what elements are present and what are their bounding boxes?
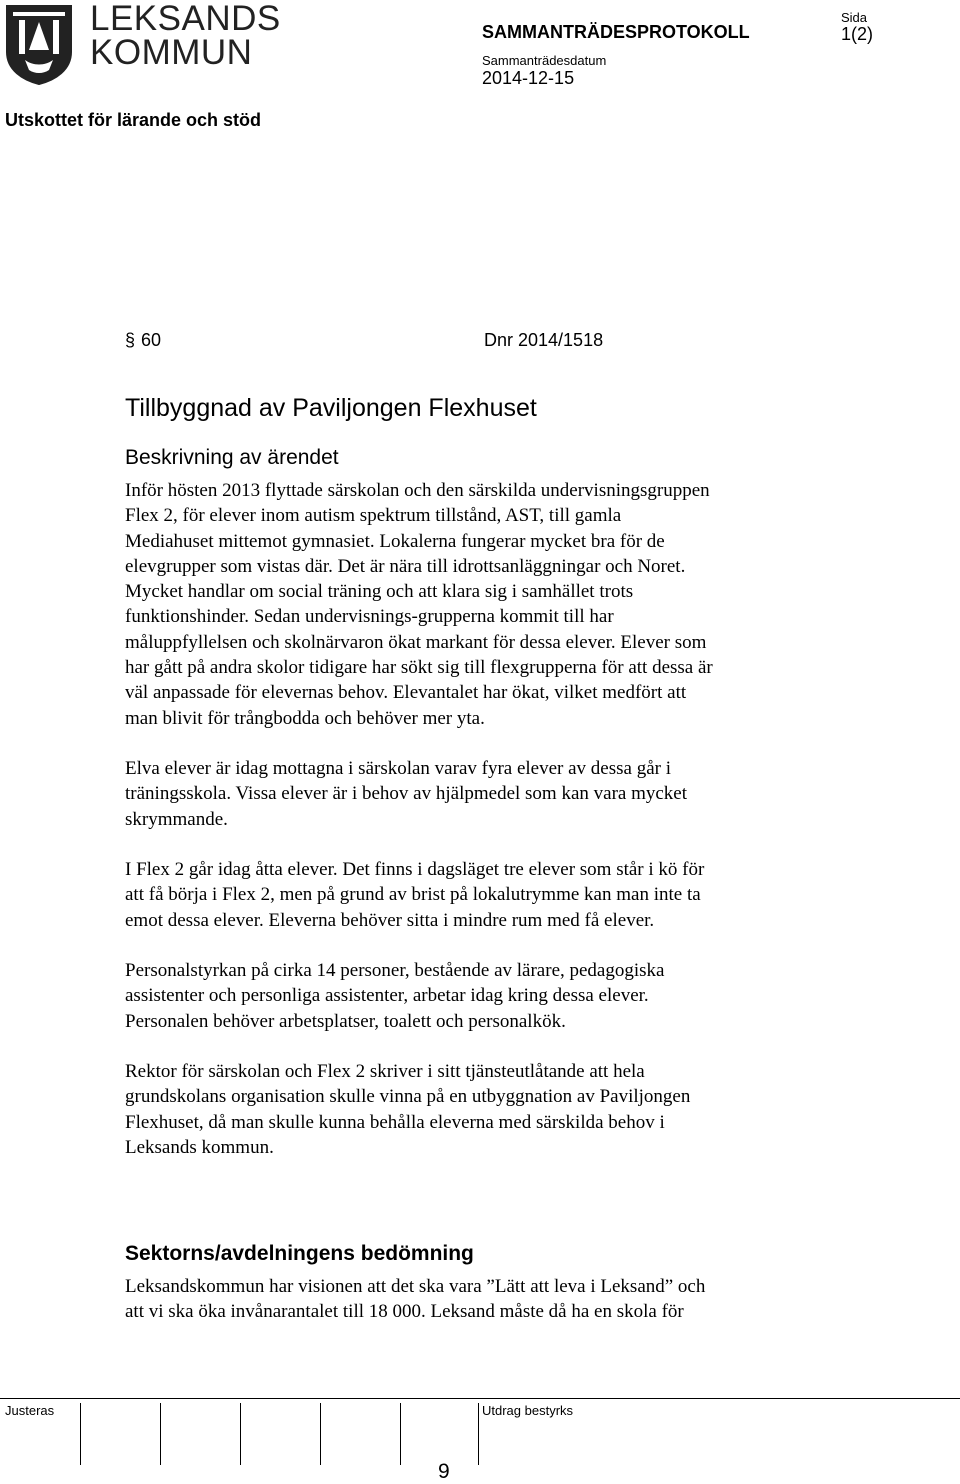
utdrag-label: Utdrag bestyrks	[482, 1403, 574, 1418]
footer-divider	[0, 1398, 960, 1399]
text-line: Leksands kommun.	[125, 1136, 274, 1158]
text-line: Personalen behöver arbetsplatser, toalett och personalkök.	[125, 1010, 566, 1032]
case-number: 60	[141, 330, 162, 350]
justeras-label: Justeras	[5, 1403, 55, 1418]
text-line: I Flex 2 går idag åtta elever. Det finns i dagsläget tre elever som står i kö för	[125, 859, 705, 880]
meeting-date-value: 2014-12-15	[482, 68, 575, 88]
text-line: Mycket handlar om social träning och att klara sig i samhället trots	[125, 581, 634, 603]
page-number: 9	[438, 1460, 450, 1483]
text-line: assistenter och personliga assistenter, arbetar idag kring dessa elever.	[125, 985, 649, 1007]
organization-name-line1: LEKSANDS	[90, 0, 281, 38]
text-line: elevgrupper som vistas där. Det är nära till idrottsanläggningar och Noret.	[125, 555, 686, 577]
text-line: Personalstyrkan på cirka 14 personer, bestående av lärare, pedagogiska	[125, 960, 665, 981]
text-line: Flexhuset, då man skulle kunna behålla eleverna med särskilda behov i	[125, 1111, 665, 1133]
signature-divider	[240, 1403, 241, 1465]
text-line: väl anpassade för elevernas behov. Elevantalet har ökat, vilket medfört att	[125, 682, 687, 704]
text-line: Mediahuset mittemot gymnasiet. Lokalerna fungerar mycket bra för de	[125, 530, 665, 552]
text-line: Flex 2, för elever inom autism spektrum tillstånd, AST, till gamla	[125, 505, 622, 527]
text-line: emot dessa elever. Eleverna behöver sitta i mindre rum med få elever.	[125, 909, 655, 931]
case-title: Tillbyggnad av Paviljongen Flexhuset	[125, 394, 537, 422]
text-line: att vi ska öka invånarantalet till 18 000. Leksand måste då ha en skola för	[125, 1301, 684, 1323]
organization-name-line2: KOMMUN	[90, 33, 253, 72]
meeting-date-label: Sammanträdesdatum	[482, 53, 607, 68]
text-line: träningsskola. Vissa elever är i behov av hjälpmedel som kan vara mycket	[125, 783, 688, 805]
assessment-heading: Sektorns/avdelningens bedömning	[125, 1242, 474, 1265]
organization-logo-text	[90, 2, 281, 70]
description-paragraph-2	[125, 756, 825, 832]
signature-divider	[400, 1403, 401, 1465]
page-label: Sida	[841, 10, 868, 25]
signature-divider	[160, 1403, 161, 1465]
description-paragraph-3	[125, 857, 825, 933]
signature-divider	[478, 1403, 479, 1465]
text-line: måluppfyllelsen och skolnärvaron ökat markant för dessa elever. Elever som	[125, 631, 707, 653]
text-line: Leksandskommun har visionen att det ska vara ”Lätt att leva i Leksand” och	[125, 1276, 706, 1297]
assessment-paragraph	[125, 1274, 825, 1325]
description-heading: Beskrivning av ärendet	[125, 446, 339, 469]
text-line: man blivit för trångbodda och behöver mer yta.	[125, 707, 485, 729]
text-line: Elva elever är idag mottagna i särskolan varav fyra elever av dessa går i	[125, 758, 671, 779]
signature-divider	[320, 1403, 321, 1465]
page-value: 1(2)	[841, 24, 874, 44]
text-line: har gått på andra skolor tidigare har sökt sig till flexgrupperna för att dessa är	[125, 657, 713, 679]
text-line: Inför hösten 2013 flyttade särskolan och den särskilda undervisningsgruppen	[125, 480, 710, 501]
text-line: att få börja i Flex 2, men på grund av brist på lokalutrymme kan man inte ta	[125, 884, 701, 906]
text-line: funktionshinder. Sedan undervisnings-grupperna kommit till har	[125, 606, 614, 628]
description-paragraph-5	[125, 1059, 825, 1160]
document-type: SAMMANTRÄDESPROTOKOLL	[482, 22, 750, 42]
description-paragraph-1	[125, 478, 825, 731]
case-dnr: Dnr 2014/1518	[484, 330, 604, 350]
text-line: Rektor för särskolan och Flex 2 skriver i sitt tjänsteutlåtande att hela	[125, 1061, 645, 1082]
section-mark: §	[125, 330, 136, 350]
committee-name: Utskottet för lärande och stöd	[5, 110, 262, 130]
description-paragraph-4	[125, 958, 825, 1034]
text-line: skrymmande.	[125, 808, 228, 830]
signature-divider	[80, 1403, 81, 1465]
text-line: grundskolans organisation skulle vinna på en utbyggnation av Paviljongen	[125, 1086, 691, 1108]
municipality-crest-icon	[5, 4, 73, 86]
